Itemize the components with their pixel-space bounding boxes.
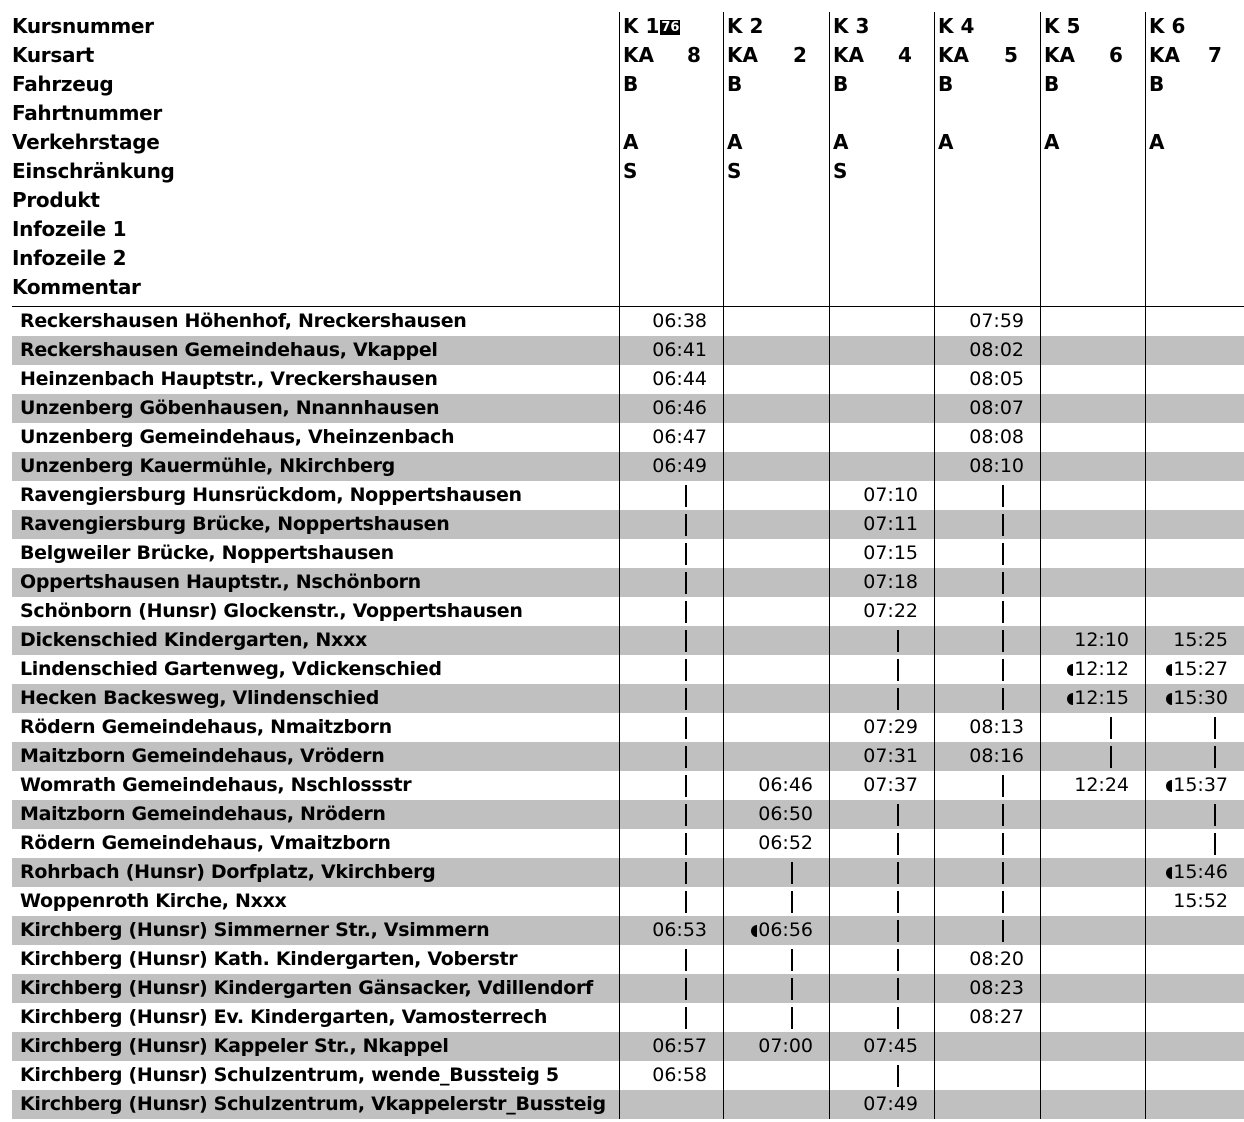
stop-name: Woppenroth Kirche, Nxxx [20,890,287,912]
time-value: 06:57 [652,1035,707,1057]
column-divider [619,12,620,1119]
course-1-fahrzeug: B [623,72,639,96]
course-2-verkehrstage: A [727,130,743,154]
pass-through-bar-icon [897,920,899,942]
stop-name: Unzenberg Kauermühle, Nkirchberg [20,455,395,477]
time-value: 08:10 [969,455,1024,477]
stop-name: Hecken Backesweg, Vlindenschied [20,687,380,709]
pass-through-bar-icon [1002,891,1004,913]
time-value: 08:23 [969,977,1024,999]
departure-time [1067,684,1129,713]
pass-through-bar-icon [685,485,687,507]
departure-time [652,423,707,452]
pass-through-bar-icon [791,891,793,913]
header-label-4: Verkehrstage [12,130,160,154]
course-5-verkehrstage: A [1044,130,1060,154]
departure-time [969,1003,1024,1032]
stop-name: Kirchberg (Hunsr) Schulzentrum, Vkappelerstr_Bussteig [20,1093,606,1115]
time-value: 06:41 [652,339,707,361]
pass-through-bar-icon [1214,746,1216,768]
half-moon-icon [1067,693,1073,705]
course-1-kursart-number: 8 [687,43,701,67]
pass-through-bar-icon [685,804,687,826]
departure-time [652,1061,707,1090]
departure-time [652,1032,707,1061]
half-moon-icon [1166,867,1172,879]
course-badge: 76 [661,20,680,35]
header-label-3: Fahrtnummer [12,101,162,125]
time-value: 07:22 [863,600,918,622]
departure-time [1074,771,1129,800]
pass-through-bar-icon [685,978,687,1000]
column-divider [723,12,724,1119]
table-row [12,481,1244,510]
header-label-9: Kommentar [12,275,141,299]
pass-through-bar-icon [791,1007,793,1029]
table-row [12,655,1244,684]
pass-through-bar-icon [791,862,793,884]
stop-name: Kirchberg (Hunsr) Simmerner Str., Vsimmern [20,919,490,941]
pass-through-bar-icon [685,688,687,710]
header-label-0: Kursnummer [12,14,154,38]
table-row [12,452,1244,481]
departure-time [863,597,918,626]
header-label-6: Produkt [12,188,100,212]
course-2-kursnummer: K 2 [727,14,764,38]
pass-through-bar-icon [685,1007,687,1029]
time-value: 06:50 [758,803,813,825]
pass-through-bar-icon [897,833,899,855]
stop-name: Oppertshausen Hauptstr., Nschönborn [20,571,421,593]
departure-time [969,974,1024,1003]
time-value: 07:15 [863,542,918,564]
stop-name: Kirchberg (Hunsr) Kath. Kindergarten, Voberstr [20,948,518,970]
table-row [12,684,1244,713]
pass-through-bar-icon [791,949,793,971]
departure-time [863,1090,918,1119]
time-value: 06:46 [758,774,813,796]
stop-name: Kirchberg (Hunsr) Schulzentrum, wende_Bussteig 5 [20,1064,559,1086]
header-label-1: Kursart [12,43,94,67]
stop-name: Kirchberg (Hunsr) Ev. Kindergarten, Vamosterrech [20,1006,548,1028]
departure-time [863,568,918,597]
table-row [12,568,1244,597]
header-label-2: Fahrzeug [12,72,114,96]
course-3-verkehrstage: A [833,130,849,154]
departure-time [1166,771,1228,800]
time-value: 06:52 [758,832,813,854]
pass-through-bar-icon [1002,514,1004,536]
stop-name: Ravengiersburg Hunsrückdom, Noppertshausen [20,484,522,506]
departure-time [969,742,1024,771]
pass-through-bar-icon [897,891,899,913]
table-row [12,771,1244,800]
stop-name: Kirchberg (Hunsr) Kindergarten Gänsacker, Vdillendorf [20,977,594,999]
time-value: 06:44 [652,368,707,390]
course-2-kursart: KA [727,43,758,67]
course-5-kursart-number: 6 [1109,43,1123,67]
table-row [12,742,1244,771]
time-value: 08:16 [969,745,1024,767]
pass-through-bar-icon [897,1065,899,1087]
table-row [12,539,1244,568]
stop-name: Belgweiler Brücke, Noppertshausen [20,542,394,564]
time-value: 06:38 [652,310,707,332]
departure-time [1074,626,1129,655]
half-moon-icon [1067,664,1073,676]
column-divider [1040,12,1041,1119]
pass-through-bar-icon [1110,717,1112,739]
stop-name: Rödern Gemeindehaus, Vmaitzborn [20,832,391,854]
time-value: 12:10 [1074,629,1129,651]
time-value: 08:27 [969,1006,1024,1028]
time-value: 15:46 [1173,861,1228,883]
departure-time [652,336,707,365]
departure-time [1067,655,1129,684]
pass-through-bar-icon [897,978,899,1000]
course-3-fahrzeug: B [833,72,849,96]
time-value: 07:11 [863,513,918,535]
pass-through-bar-icon [1002,630,1004,652]
pass-through-bar-icon [1214,717,1216,739]
pass-through-bar-icon [897,659,899,681]
pass-through-bar-icon [685,630,687,652]
departure-time [969,365,1024,394]
time-value: 08:07 [969,397,1024,419]
pass-through-bar-icon [1002,862,1004,884]
pass-through-bar-icon [685,949,687,971]
course-4-kursnummer: K 4 [938,14,975,38]
time-value: 07:37 [863,774,918,796]
departure-time [863,481,918,510]
departure-time [969,452,1024,481]
pass-through-bar-icon [685,833,687,855]
stop-name: Heinzenbach Hauptstr., Vreckershausen [20,368,438,390]
course-5-fahrzeug: B [1044,72,1060,96]
stop-name: Unzenberg Gemeindehaus, Vheinzenbach [20,426,455,448]
pass-through-bar-icon [685,543,687,565]
pass-through-bar-icon [897,804,899,826]
time-value: 07:45 [863,1035,918,1057]
stop-name: Schönborn (Hunsr) Glockenstr., Voppertshausen [20,600,523,622]
time-value: 15:30 [1173,687,1228,709]
stop-name: Rohrbach (Hunsr) Dorfplatz, Vkirchberg [20,861,436,883]
stop-name: Reckershausen Höhenhof, Nreckershausen [20,310,467,332]
stop-name: Womrath Gemeindehaus, Nschlossstr [20,774,412,796]
time-value: 08:13 [969,716,1024,738]
pass-through-bar-icon [897,949,899,971]
time-value: 07:59 [969,310,1024,332]
departure-time [652,394,707,423]
time-value: 06:58 [652,1064,707,1086]
pass-through-bar-icon [1002,804,1004,826]
course-1-kursnummer: K 1 76 [623,14,680,38]
course-3-einschraenkung: S [833,159,848,183]
stop-name: Unzenberg Göbenhausen, Nnannhausen [20,397,440,419]
course-2-kursart-number: 2 [793,43,807,67]
course-6-kursart-number: 7 [1208,43,1222,67]
table-row [12,829,1244,858]
table-row [12,336,1244,365]
header-label-8: Infozeile 2 [12,246,127,270]
table-row [12,597,1244,626]
departure-time [863,771,918,800]
departure-time [1166,858,1228,887]
departure-time [652,452,707,481]
departure-time [969,713,1024,742]
course-6-kursart: KA [1149,43,1180,67]
pass-through-bar-icon [897,862,899,884]
pass-through-bar-icon [685,572,687,594]
pass-through-bar-icon [1002,659,1004,681]
time-value: 06:49 [652,455,707,477]
pass-through-bar-icon [1214,804,1216,826]
time-value: 15:27 [1173,658,1228,680]
pass-through-bar-icon [685,775,687,797]
departure-time [1166,684,1228,713]
pass-through-bar-icon [685,601,687,623]
departure-time [969,336,1024,365]
table-row [12,394,1244,423]
column-divider [934,12,935,1119]
time-value: 06:46 [652,397,707,419]
departure-time [969,394,1024,423]
table-row [12,800,1244,829]
departure-time [863,742,918,771]
time-value: 07:49 [863,1093,918,1115]
departure-time [863,1032,918,1061]
table-row [12,916,1244,945]
pass-through-bar-icon [1002,775,1004,797]
time-value: 08:20 [969,948,1024,970]
pass-through-bar-icon [1214,833,1216,855]
course-1-einschraenkung: S [623,159,638,183]
departure-time [652,365,707,394]
time-value: 07:00 [758,1035,813,1057]
departure-time [863,713,918,742]
half-moon-icon [751,925,757,937]
time-value: 06:47 [652,426,707,448]
departure-time [969,423,1024,452]
table-row [12,307,1244,336]
time-value: 08:08 [969,426,1024,448]
time-value: 07:31 [863,745,918,767]
half-moon-icon [1166,664,1172,676]
column-divider [829,12,830,1119]
course-3-kursnummer: K 3 [833,14,870,38]
departure-time [758,829,813,858]
time-value: 08:05 [969,368,1024,390]
departure-time [863,539,918,568]
pass-through-bar-icon [685,514,687,536]
course-2-einschraenkung: S [727,159,742,183]
course-6-verkehrstage: A [1149,130,1165,154]
table-row [12,713,1244,742]
pass-through-bar-icon [685,717,687,739]
departure-time [751,916,813,945]
departure-time [1173,887,1228,916]
departure-time [758,800,813,829]
pass-through-bar-icon [685,659,687,681]
pass-through-bar-icon [897,1007,899,1029]
table-row [12,1090,1244,1119]
course-3-kursart: KA [833,43,864,67]
pass-through-bar-icon [1002,920,1004,942]
table-row [12,1003,1244,1032]
half-moon-icon [1166,780,1172,792]
stop-name: Reckershausen Gemeindehaus, Vkappel [20,339,438,361]
time-value: 08:02 [969,339,1024,361]
pass-through-bar-icon [1002,833,1004,855]
time-value: 15:37 [1173,774,1228,796]
time-value: 06:53 [652,919,707,941]
table-row [12,365,1244,394]
time-value: 15:52 [1173,890,1228,912]
stop-name: Lindenschied Gartenweg, Vdickenschied [20,658,442,680]
table-row [12,1032,1244,1061]
pass-through-bar-icon [1110,746,1112,768]
stop-name: Dickenschied Kindergarten, Nxxx [20,629,367,651]
stop-name: Rödern Gemeindehaus, Nmaitzborn [20,716,392,738]
departure-time [758,1032,813,1061]
departure-time [758,771,813,800]
stop-name: Kirchberg (Hunsr) Kappeler Str., Nkappel [20,1035,449,1057]
course-3-kursart-number: 4 [898,43,912,67]
table-row [12,423,1244,452]
column-divider [1145,12,1146,1119]
departure-time [969,307,1024,336]
departure-time [652,916,707,945]
time-value: 12:12 [1074,658,1129,680]
pass-through-bar-icon [897,688,899,710]
pass-through-bar-icon [1002,601,1004,623]
departure-time [969,945,1024,974]
table-row [12,626,1244,655]
stop-name: Maitzborn Gemeindehaus, Nrödern [20,803,386,825]
time-value: 15:25 [1173,629,1228,651]
table-row [12,510,1244,539]
pass-through-bar-icon [1002,543,1004,565]
pass-through-bar-icon [685,862,687,884]
departure-time [652,307,707,336]
course-4-fahrzeug: B [938,72,954,96]
pass-through-bar-icon [685,891,687,913]
stop-name: Ravengiersburg Brücke, Noppertshausen [20,513,450,535]
header-label-5: Einschränkung [12,159,175,183]
time-value: 07:29 [863,716,918,738]
pass-through-bar-icon [1002,485,1004,507]
pass-through-bar-icon [1002,572,1004,594]
course-5-kursnummer: K 5 [1044,14,1081,38]
half-moon-icon [1166,693,1172,705]
table-row [12,974,1244,1003]
departure-time [1166,655,1228,684]
course-4-verkehrstage: A [938,130,954,154]
course-6-kursnummer: K 6 [1149,14,1186,38]
course-4-kursart-number: 5 [1004,43,1018,67]
pass-through-bar-icon [1002,688,1004,710]
course-2-fahrzeug: B [727,72,743,96]
time-value: 06:56 [758,919,813,941]
course-6-fahrzeug: B [1149,72,1165,96]
table-row [12,945,1244,974]
departure-time [863,510,918,539]
time-value: 07:18 [863,571,918,593]
course-1-verkehrstage: A [623,130,639,154]
course-1-kursart: KA [623,43,654,67]
course-5-kursart: KA [1044,43,1075,67]
table-row [12,887,1244,916]
pass-through-bar-icon [791,978,793,1000]
pass-through-bar-icon [685,746,687,768]
table-row [12,1061,1244,1090]
departure-time [1173,626,1228,655]
time-value: 12:15 [1074,687,1129,709]
table-row [12,858,1244,887]
pass-through-bar-icon [897,630,899,652]
course-4-kursart: KA [938,43,969,67]
header-label-7: Infozeile 1 [12,217,127,241]
time-value: 07:10 [863,484,918,506]
time-value: 12:24 [1074,774,1129,796]
stop-name: Maitzborn Gemeindehaus, Vrödern [20,745,385,767]
